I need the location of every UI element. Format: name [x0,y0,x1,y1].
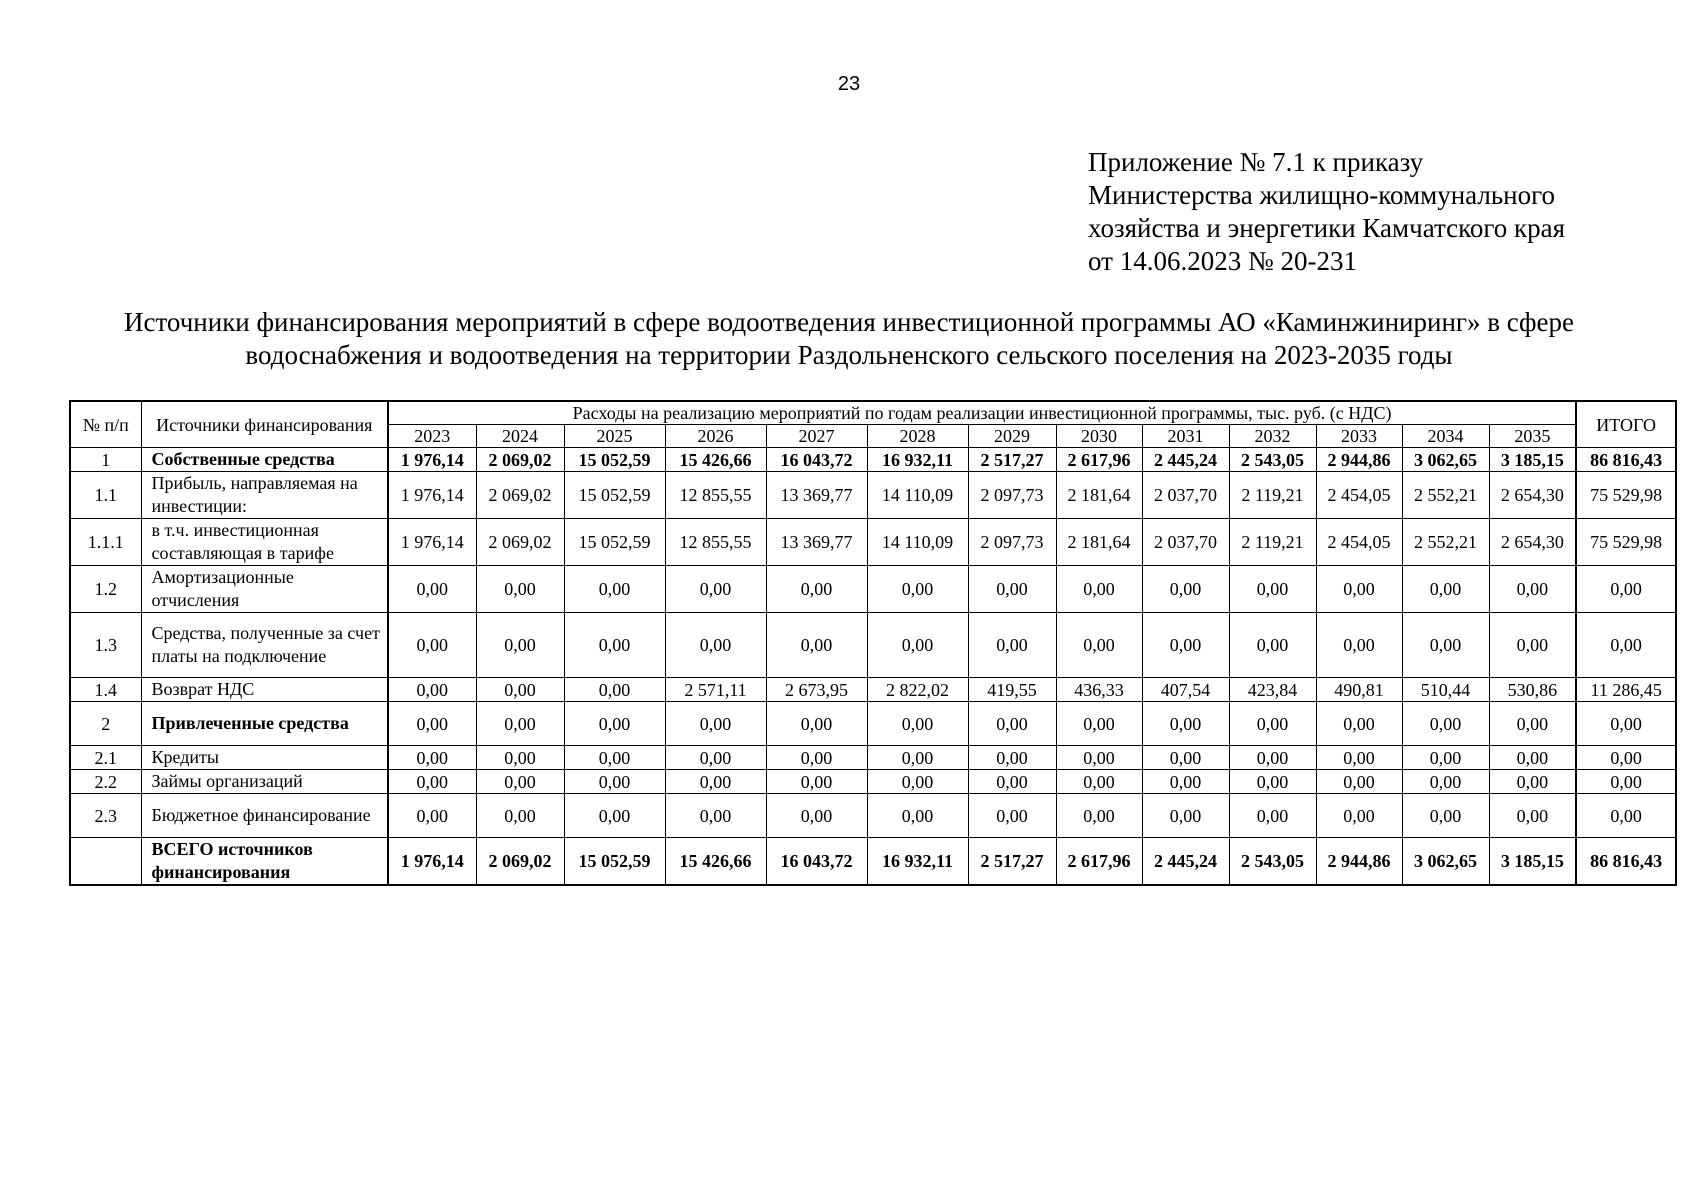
year-value-cell: 2 037,70 [1142,472,1229,519]
year-value-cell: 2 552,21 [1402,519,1489,566]
year-value-cell: 0,00 [867,746,968,770]
year-value-cell: 1 976,14 [388,472,476,519]
year-value-cell: 2 097,73 [968,519,1056,566]
year-value-cell: 0,00 [1489,770,1576,794]
header-source: Источники финансирования [141,401,388,448]
header-year: 2024 [476,425,564,448]
year-value-cell: 0,00 [476,613,564,678]
year-value-cell: 0,00 [1229,702,1316,746]
row-source-name: Средства, полученные за счет платы на подключение [141,613,388,678]
table-row [70,566,1676,613]
year-value-cell: 2 069,02 [476,838,564,886]
row-number: 2 [70,702,141,746]
year-value-cell: 0,00 [1316,613,1402,678]
year-value-cell: 530,86 [1489,678,1576,702]
row-total-cell: 0,00 [1576,770,1676,794]
header-year: 2034 [1402,425,1489,448]
year-value-cell: 2 543,05 [1229,448,1316,472]
table-row [70,678,1676,702]
year-value-cell: 0,00 [1142,702,1229,746]
table-row [70,613,1676,678]
header-year: 2026 [665,425,766,448]
year-value-cell: 0,00 [1142,794,1229,838]
header-year: 2032 [1229,425,1316,448]
row-total-cell: 0,00 [1576,746,1676,770]
year-value-cell: 0,00 [968,770,1056,794]
document-title [60,306,1638,372]
row-total-cell: 75 529,98 [1576,519,1676,566]
year-value-cell: 0,00 [1142,613,1229,678]
header-expenses-group: Расходы на реализацию мероприятий по годам реализации инвестиционной программы, тыс. руб. (с НДС) [388,401,1576,425]
row-number: 2.3 [70,794,141,838]
annex-block [1088,146,1565,278]
year-value-cell: 1 976,14 [388,448,476,472]
row-source-name: Возврат НДС [141,678,388,702]
year-value-cell: 0,00 [766,794,867,838]
year-value-cell: 0,00 [1142,566,1229,613]
row-source-name: Бюджетное финансирование [141,794,388,838]
year-value-cell: 2 617,96 [1056,448,1142,472]
table-row [70,838,1676,886]
year-value-cell: 0,00 [388,678,476,702]
year-value-cell: 0,00 [388,746,476,770]
year-value-cell: 0,00 [766,702,867,746]
row-number [70,838,141,886]
year-value-cell: 16 932,11 [867,838,968,886]
year-value-cell: 2 543,05 [1229,838,1316,886]
year-value-cell: 12 855,55 [665,519,766,566]
year-value-cell: 510,44 [1402,678,1489,702]
row-number: 2.1 [70,746,141,770]
year-value-cell: 2 617,96 [1056,838,1142,886]
year-value-cell: 0,00 [1229,566,1316,613]
year-value-cell: 0,00 [1056,794,1142,838]
year-value-cell: 16 043,72 [766,448,867,472]
year-value-cell: 0,00 [388,794,476,838]
year-value-cell: 2 673,95 [766,678,867,702]
row-total-cell: 11 286,45 [1576,678,1676,702]
header-total: ИТОГО [1576,401,1676,448]
year-value-cell: 0,00 [1489,566,1576,613]
header-year: 2029 [968,425,1056,448]
row-number: 1.4 [70,678,141,702]
year-value-cell: 0,00 [1229,794,1316,838]
year-value-cell: 2 181,64 [1056,519,1142,566]
year-value-cell: 14 110,09 [867,519,968,566]
year-value-cell: 0,00 [1489,702,1576,746]
year-value-cell: 2 445,24 [1142,838,1229,886]
year-value-cell: 419,55 [968,678,1056,702]
year-value-cell: 0,00 [867,770,968,794]
year-value-cell: 0,00 [1316,746,1402,770]
header-year: 2035 [1489,425,1576,448]
year-value-cell: 2 822,02 [867,678,968,702]
year-value-cell: 0,00 [564,770,665,794]
header-year: 2023 [388,425,476,448]
year-value-cell: 3 185,15 [1489,448,1576,472]
year-value-cell: 0,00 [867,613,968,678]
year-value-cell: 0,00 [1402,770,1489,794]
year-value-cell: 2 069,02 [476,519,564,566]
row-total-cell: 0,00 [1576,613,1676,678]
year-value-cell: 0,00 [388,613,476,678]
row-total-cell: 86 816,43 [1576,448,1676,472]
row-source-name: Амортизационные отчисления [141,566,388,613]
year-value-cell: 2 119,21 [1229,472,1316,519]
year-value-cell: 0,00 [1056,566,1142,613]
year-value-cell: 1 976,14 [388,519,476,566]
year-value-cell: 2 069,02 [476,448,564,472]
year-value-cell: 490,81 [1316,678,1402,702]
year-value-cell: 0,00 [1056,746,1142,770]
year-value-cell: 1 976,14 [388,838,476,886]
year-value-cell: 2 654,30 [1489,472,1576,519]
year-value-cell: 0,00 [388,702,476,746]
row-source-name: Прибыль, направляемая на инвестиции: [141,472,388,519]
row-source-name: в т.ч. инвестиционная составляющая в тарифе [141,519,388,566]
header-year: 2025 [564,425,665,448]
header-year: 2033 [1316,425,1402,448]
year-value-cell: 0,00 [388,566,476,613]
year-value-cell: 15 052,59 [564,838,665,886]
year-value-cell: 407,54 [1142,678,1229,702]
year-value-cell: 0,00 [1229,770,1316,794]
year-value-cell: 16 932,11 [867,448,968,472]
year-value-cell: 2 654,30 [1489,519,1576,566]
year-value-cell: 0,00 [476,746,564,770]
year-value-cell: 0,00 [665,613,766,678]
year-value-cell: 0,00 [564,746,665,770]
year-value-cell: 2 181,64 [1056,472,1142,519]
year-value-cell: 2 037,70 [1142,519,1229,566]
year-value-cell: 0,00 [665,702,766,746]
year-value-cell: 2 445,24 [1142,448,1229,472]
year-value-cell: 0,00 [968,702,1056,746]
header-year: 2027 [766,425,867,448]
year-value-cell: 0,00 [1402,702,1489,746]
year-value-cell: 0,00 [564,794,665,838]
year-value-cell: 13 369,77 [766,519,867,566]
year-value-cell: 15 052,59 [564,448,665,472]
year-value-cell: 2 517,27 [968,448,1056,472]
title-line-2: водоснабжения и водоотведения на территории Раздольненского сельского поселения на 2023-2035 годы [245,340,1453,370]
year-value-cell: 2 454,05 [1316,472,1402,519]
year-value-cell: 0,00 [476,770,564,794]
year-value-cell: 0,00 [766,770,867,794]
year-value-cell: 0,00 [476,678,564,702]
year-value-cell: 0,00 [1489,746,1576,770]
header-year: 2030 [1056,425,1142,448]
year-value-cell: 0,00 [1056,702,1142,746]
year-value-cell: 0,00 [867,702,968,746]
row-number: 1.1 [70,472,141,519]
year-value-cell: 0,00 [1402,566,1489,613]
year-value-cell: 0,00 [1056,770,1142,794]
year-value-cell: 0,00 [476,702,564,746]
year-value-cell: 3 062,65 [1402,838,1489,886]
year-value-cell: 0,00 [867,566,968,613]
row-total-cell: 0,00 [1576,794,1676,838]
year-value-cell: 0,00 [665,746,766,770]
year-value-cell: 15 426,66 [665,448,766,472]
year-value-cell: 0,00 [968,746,1056,770]
header-year: 2031 [1142,425,1229,448]
year-value-cell: 0,00 [564,566,665,613]
table-row [70,448,1676,472]
year-value-cell: 0,00 [766,746,867,770]
year-value-cell: 0,00 [766,613,867,678]
header-year: 2028 [867,425,968,448]
year-value-cell: 2 944,86 [1316,838,1402,886]
table-row [70,472,1676,519]
year-value-cell: 0,00 [665,794,766,838]
row-source-name: Привлеченные средства [141,702,388,746]
year-value-cell: 12 855,55 [665,472,766,519]
year-value-cell: 0,00 [1402,746,1489,770]
row-number: 1.2 [70,566,141,613]
year-value-cell: 0,00 [867,794,968,838]
year-value-cell: 2 552,21 [1402,472,1489,519]
table-row [70,519,1676,566]
page-number: 23 [837,73,861,95]
year-value-cell: 0,00 [1316,794,1402,838]
table-row [70,794,1676,838]
row-total-cell: 0,00 [1576,566,1676,613]
year-value-cell: 423,84 [1229,678,1316,702]
year-value-cell: 0,00 [1489,794,1576,838]
annex-line: хозяйства и энергетики Камчатского края [1088,213,1566,243]
year-value-cell: 0,00 [564,702,665,746]
year-value-cell: 0,00 [1402,613,1489,678]
year-value-cell: 2 119,21 [1229,519,1316,566]
annex-line: Министерства жилищно-коммунального [1088,180,1556,210]
year-value-cell: 0,00 [1229,613,1316,678]
year-value-cell: 15 052,59 [564,519,665,566]
year-value-cell: 0,00 [388,770,476,794]
row-total-cell: 0,00 [1576,702,1676,746]
year-value-cell: 0,00 [665,770,766,794]
year-value-cell: 0,00 [1402,794,1489,838]
year-value-cell: 0,00 [564,613,665,678]
year-value-cell: 15 426,66 [665,838,766,886]
year-value-cell: 0,00 [1316,770,1402,794]
table-row [70,702,1676,746]
row-source-name: Собственные средства [141,448,388,472]
year-value-cell: 0,00 [564,678,665,702]
year-value-cell: 0,00 [766,566,867,613]
year-value-cell: 2 454,05 [1316,519,1402,566]
title-line-1: Источники финансирования мероприятий в сфере водоотведения инвестиционной программы АО «Каминжиниринг» в сфере [123,307,1575,337]
year-value-cell: 0,00 [1489,613,1576,678]
annex-line: от 14.06.2023 № 20-231 [1088,246,1357,276]
year-value-cell: 2 069,02 [476,472,564,519]
year-value-cell: 2 097,73 [968,472,1056,519]
financing-table [69,400,1677,886]
year-value-cell: 3 062,65 [1402,448,1489,472]
year-value-cell: 14 110,09 [867,472,968,519]
row-number: 2.2 [70,770,141,794]
row-total-cell: 86 816,43 [1576,838,1676,886]
year-value-cell: 2 944,86 [1316,448,1402,472]
year-value-cell: 0,00 [476,566,564,613]
row-source-name: ВСЕГО источников финансирования [141,838,388,886]
year-value-cell: 0,00 [1142,770,1229,794]
year-value-cell: 2 571,11 [665,678,766,702]
year-value-cell: 0,00 [968,566,1056,613]
year-value-cell: 0,00 [1056,613,1142,678]
year-value-cell: 13 369,77 [766,472,867,519]
year-value-cell: 0,00 [968,794,1056,838]
header-num: № п/п [70,401,141,448]
row-number: 1.3 [70,613,141,678]
year-value-cell: 0,00 [1142,746,1229,770]
table-row [70,746,1676,770]
row-total-cell: 75 529,98 [1576,472,1676,519]
row-number: 1 [70,448,141,472]
year-value-cell: 0,00 [1229,746,1316,770]
row-source-name: Кредиты [141,746,388,770]
year-value-cell: 15 052,59 [564,472,665,519]
year-value-cell: 0,00 [1316,702,1402,746]
year-value-cell: 16 043,72 [766,838,867,886]
row-number: 1.1.1 [70,519,141,566]
table-row [70,770,1676,794]
year-value-cell: 2 517,27 [968,838,1056,886]
year-value-cell: 3 185,15 [1489,838,1576,886]
year-value-cell: 0,00 [968,613,1056,678]
year-value-cell: 0,00 [665,566,766,613]
year-value-cell: 0,00 [1316,566,1402,613]
row-source-name: Займы организаций [141,770,388,794]
annex-line: Приложение № 7.1 к приказу [1088,147,1424,177]
year-value-cell: 0,00 [476,794,564,838]
year-value-cell: 436,33 [1056,678,1142,702]
